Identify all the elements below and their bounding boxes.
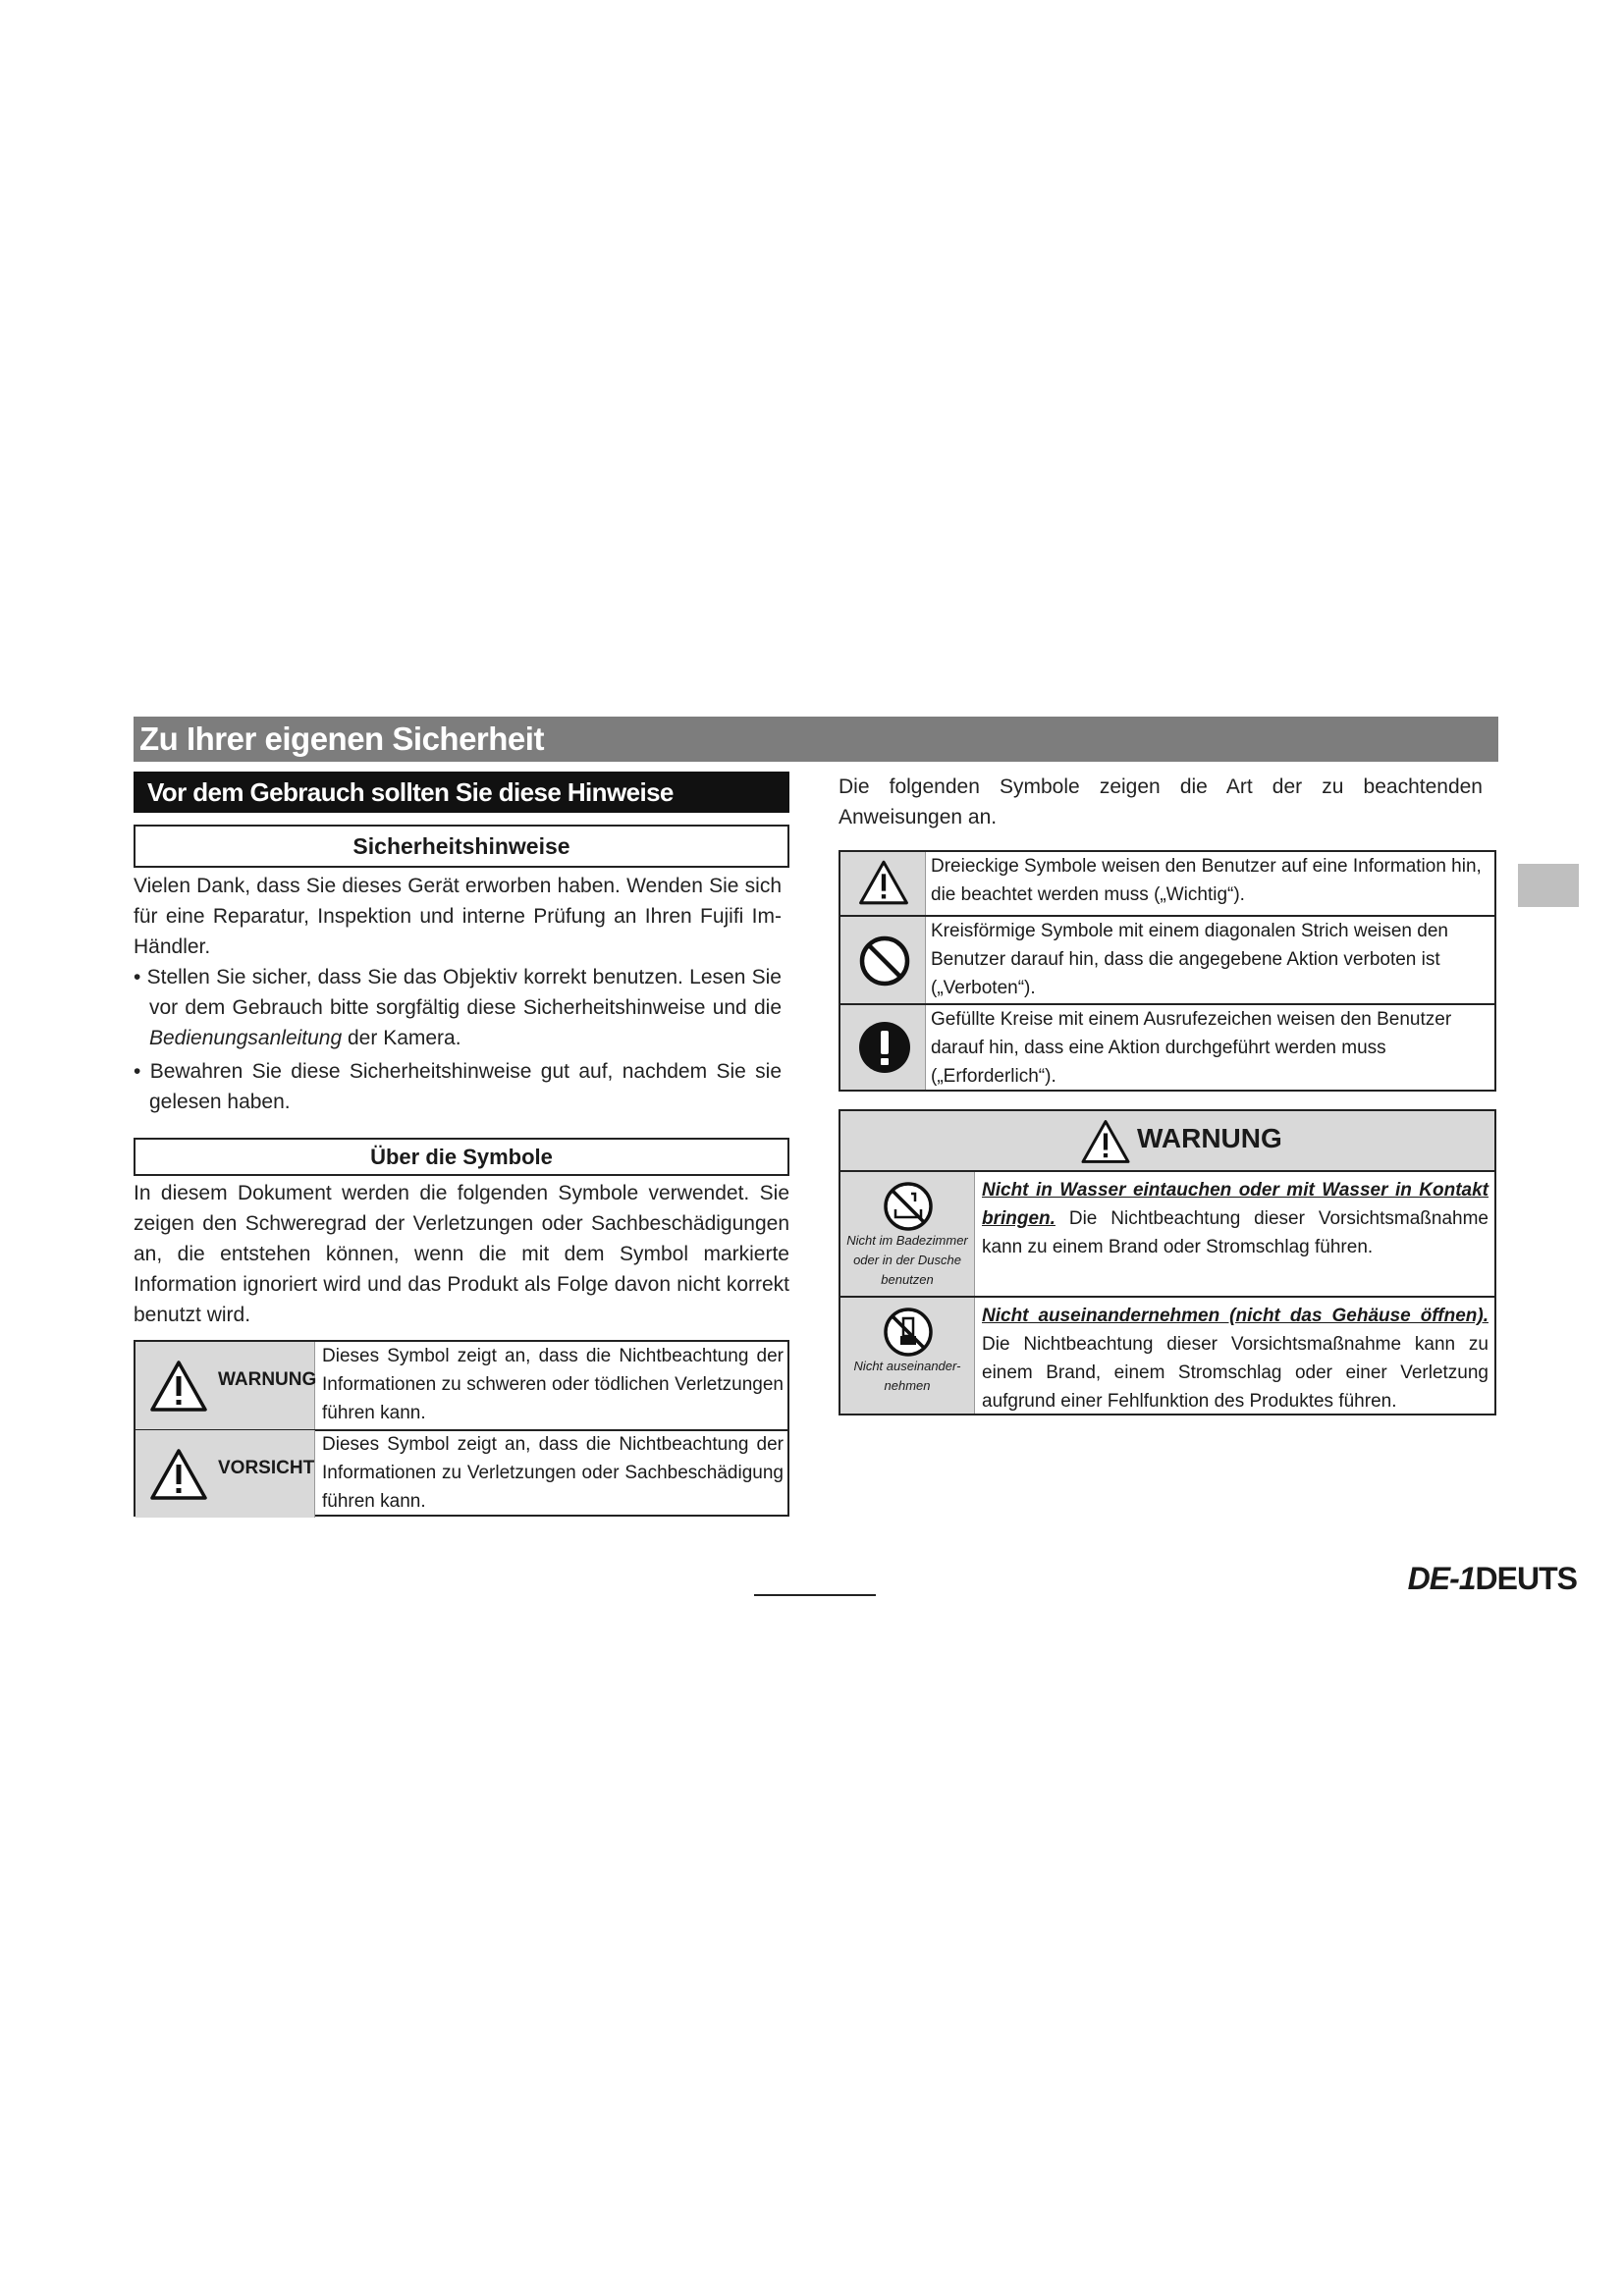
warning-triangle-icon [149, 1448, 208, 1501]
safety-intro: Vielen Dank, dass Sie dieses Gerät erworben haben. Wenden Sie sich für eine Reparatur, Inspektion und interne Prüfung an Ihren Fujifi Im-Händler. [134, 875, 782, 958]
side-language-tab [1518, 864, 1579, 907]
warning-heading: WARNUNG [1137, 1123, 1282, 1153]
warning-title: Nicht in Wasser eintauchen oder mit Wasser in Kontakt bringen. [982, 1180, 1489, 1229]
icon-cell [840, 917, 926, 1003]
safety-heading: Sicherheitshinweise [134, 825, 789, 868]
icon-description: Dreieckige Symbole weisen den Benutzer auf eine Information hin, die beachtet werden muss („Wichtig“). [931, 856, 1482, 905]
page-number [1408, 1561, 1577, 1597]
severity-label: VORSICHT [218, 1458, 315, 1478]
bullet-1-italic: Bedienungsanleitung [149, 1027, 343, 1049]
prohibited-circle-icon [858, 934, 911, 988]
icon-row-mandatory [840, 1005, 1494, 1090]
mandatory-exclamation-icon [858, 1021, 911, 1074]
warning-text [982, 1176, 1489, 1261]
severity-text: Dieses Symbol zeigt an, dass die Nichtbeachtung der Informationen zu schweren oder tödlichen Verletzungen führen kann. [322, 1346, 784, 1423]
icon-cell [840, 852, 926, 915]
warning-triangle-icon [149, 1360, 208, 1413]
severity-text: Dieses Symbol zeigt an, dass die Nichtbeachtung der Informationen zu Verletzungen oder Sachbeschädigung führen kann. [322, 1434, 784, 1512]
icon-description: Gefüllte Kreise mit einem Ausrufezeichen weisen den Benutzer darauf hin, dass eine Aktion durchgeführt werden muss („Erforderlich“). [931, 1009, 1452, 1087]
severity-label-cell [135, 1342, 315, 1429]
warning-row-disassemble [840, 1298, 1494, 1414]
warning-title: Nicht auseinandernehmen (nicht das Gehäuse öffnen). [982, 1306, 1489, 1326]
warning-icon-caption: Nicht im Badezimmer oder in der Dusche benutzen [846, 1233, 968, 1287]
warning-table [839, 1109, 1496, 1415]
safety-bullet-2: • Bewahren Sie diese Sicherheitshinweise gut auf, nachdem Sie sie gelesen haben. [134, 1060, 782, 1113]
severity-row-caution [135, 1430, 787, 1518]
severity-label-cell [135, 1430, 315, 1518]
warning-triangle-icon [858, 859, 909, 906]
page-prefix: DE- [1407, 1561, 1459, 1596]
bullet-2-text: Bewahren Sie diese Sicherheitshinweise gut auf, nachdem Sie sie gelesen haben. [149, 1060, 782, 1113]
safety-bullet-1: • Stellen Sie sicher, dass Sie das Objektiv korrekt benutzen. Lesen Sie vor dem Gebrauch bitte sorgfältig diese Sicherheitshinweise und die Bedienungsanleitung der Kamera. [134, 966, 782, 1049]
severity-label: WARNUNG [218, 1369, 317, 1390]
warning-icon-cell [840, 1298, 975, 1414]
symbols-heading: Über die Symbole [134, 1138, 789, 1176]
instruction-symbol-table [839, 850, 1496, 1092]
warning-triangle-icon [1080, 1119, 1131, 1164]
page-number-value: 1 [1458, 1561, 1476, 1596]
read-first-heading: Vor dem Gebrauch sollten Sie diese Hinweise unbedingt lesen [134, 772, 789, 813]
icon-row-important [840, 852, 1494, 917]
icon-cell [840, 1005, 926, 1090]
symbols-intro: In diesem Dokument werden die folgenden Symbole verwendet. Sie zeigen den Schweregrad der Verletzungen oder Sachbeschädigungen an, die entstehen können, wenn die mit dem Symbol markierte Information ignoriert wird und das Produkt als Folge davon nicht korrekt benutzt wird. [134, 1182, 789, 1326]
warning-body: Die Nichtbeachtung dieser Vorsichtsmaßnahme kann zu einem Brand, einem Stromschlag oder einer Verletzung aufgrund einer Fehlfunktion des Produktes führen. [982, 1334, 1489, 1412]
icon-row-prohibited [840, 917, 1494, 1005]
severity-symbol-table [134, 1340, 789, 1517]
bullet-1-text-b: der Kamera. [342, 1027, 461, 1049]
warning-body: Die Nichtbeachtung dieser Vorsichtsmaßnahme kann zu einem Brand oder Stromschlag führen. [982, 1208, 1489, 1257]
bullet-1-text-a: Stellen Sie sicher, dass Sie das Objektiv korrekt benutzen. Lesen Sie vor dem Gebrauch bitte sorgfältig diese Sicherheitshinweise und die [146, 966, 782, 1019]
instruction-symbols-intro: Die folgenden Symbole zeigen die Art der zu beachtenden Anweisungen an. [839, 775, 1483, 828]
page-divider [754, 1594, 876, 1596]
language-label: DEUTS [1475, 1561, 1577, 1596]
icon-description: Kreisförmige Symbole mit einem diagonalen Strich weisen den Benutzer darauf hin, dass die angegebene Aktion verboten ist („Verboten“). [931, 921, 1448, 998]
page-banner: Zu Ihrer eigenen Sicherheit [134, 717, 1498, 762]
no-water-icon [882, 1180, 935, 1233]
safety-section [134, 871, 782, 1117]
no-disassembly-icon [882, 1306, 935, 1359]
warning-icon-cell [840, 1172, 975, 1296]
warning-text [982, 1302, 1489, 1415]
severity-row-warning [135, 1342, 787, 1431]
warning-row-water [840, 1172, 1494, 1298]
warning-header [840, 1111, 1494, 1172]
warning-icon-caption: Nicht auseinander-nehmen [853, 1359, 961, 1393]
